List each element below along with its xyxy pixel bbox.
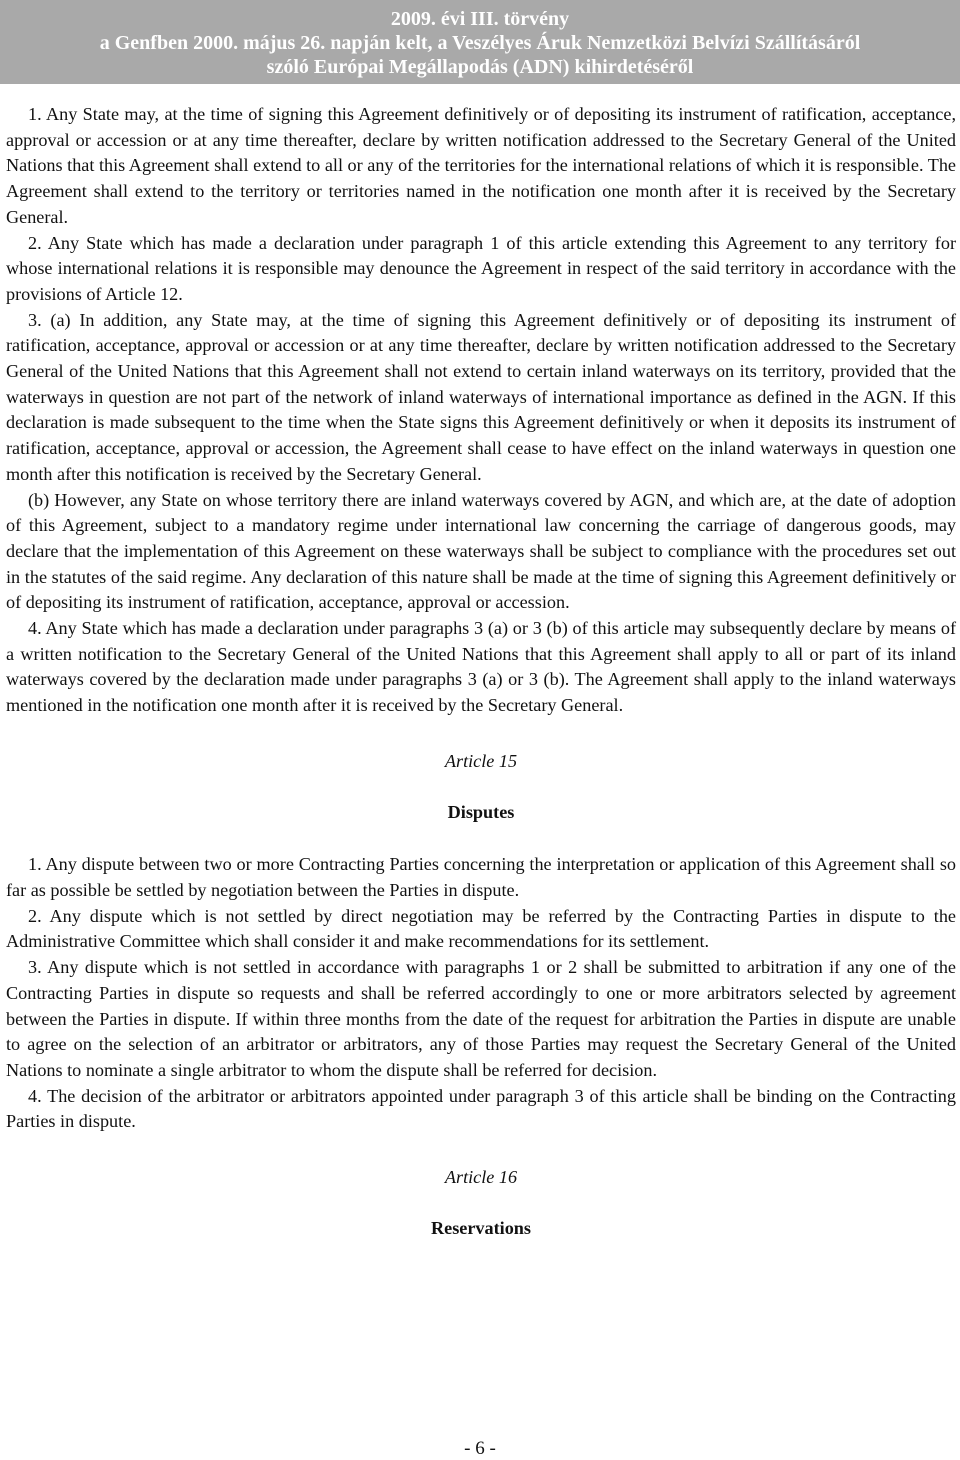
article14-paragraph-2: 2. Any State which has made a declaration under paragraph 1 of this article extending this Agreement to any territory for whose international relations it is responsible may denounce the Agreement in respect of the said territory in accordance with the provisions of Article 12. [6,232,956,304]
header-law-title: 2009. évi III. törvény [390,8,570,30]
page-number: - 6 - [464,1438,496,1459]
article14-paragraph-1: 1. Any State may, at the time of signing this Agreement definitively or of depositing its instrument of ratification, acceptance, approval or accession or at any time thereafter, declare by written notification addressed to the Secretary General of the United Nations that this Agreement shall extend to all or any of the territories for the international relations of which it is responsible. The Agreement shall extend to the territory or territories named in the notification one month after it is received by the Secretary General. [6,104,956,227]
article15-title: Disputes [447,801,515,822]
article16-title: Reservations [430,1217,531,1238]
article15-paragraph-4: 4. The decision of the arbitrator or arbitrators appointed under paragraph 3 of this article shall be binding on the Contracting Parties in dispute. [6,1085,956,1132]
article14-paragraph-3b: (b) However, any State on whose territory there are inland waterways covered by AGN, and which are, at the date of adoption of this Agreement, subject to a mandatory regime under international law concerning the carriage of dangerous goods, may declare that the implementation of this Agreement on these waterways shall be subject to compliance with the procedures set out in the statutes of the said regime. Any declaration of this nature shall be made at the time of signing this Agreement definitively or of depositing its instrument of ratification, acceptance, approval or accession. [6,489,956,613]
article14-paragraph-4: 4. Any State which has made a declaration under paragraphs 3 (a) or 3 (b) of this article may subsequently declare by means of a written notification to the Secretary General of the United Nations that this Agreement shall apply to all or part of its inland waterways covered by the declaration made under paragraphs 3 (a) or 3 (b). The Agreement shall apply to the inland waterways mentioned in the notification one month after it is received by the Secretary General. [6,618,956,716]
document-body [6,102,956,1241]
header-subtitle-line2: szóló Európai Megállapodás (ADN) kihirdetéséről [266,56,694,78]
article16-number: Article 16 [444,1167,518,1188]
article14-paragraph-3a: 3. (a) In addition, any State may, at the time of signing this Agreement definitively or of depositing its instrument of ratification, acceptance, approval or accession or at any time thereafter, declare by written notification addressed to the Secretary General of the United Nations that this Agreement shall not extend to certain inland waterways on its territory, provided that the waterways in question are not part of the network of inland waterways of international importance as defined in the AGN. If this declaration is made subsequent to the time when the State signs this Agreement definitively or when it deposits its instrument of ratification, acceptance, approval or accession, the Agreement shall cease to have effect on the inland waterways in question one month after this notification is received by the Secretary General. [6,309,956,484]
article15-number: Article 15 [444,750,518,771]
document-header [0,0,960,84]
header-subtitle-line1: a Genfben 2000. május 26. napján kelt, a Veszélyes Áruk Nemzetközi Belvízi Szállításáról [99,32,861,54]
article15-paragraph-1: 1. Any dispute between two or more Contracting Parties concerning the interpretation or application of this Agreement shall so far as possible be settled by negotiation between the Parties in dispute. [6,854,956,900]
article15-paragraph-2: 2. Any dispute which is not settled by direct negotiation may be referred by the Contracting Parties in dispute to the Administrative Committee which shall consider it and make recommendations for its settlement. [6,905,956,952]
article15-paragraph-3: 3. Any dispute which is not settled in accordance with paragraphs 1 or 2 shall be submitted to arbitration if any one of the Contracting Parties in dispute so requests and shall be referred accordingly to one or more arbitrators selected by agreement between the Parties in dispute. If within three months from the date of the request for arbitration the Parties in dispute are unable to agree on the selection of an arbitrator or arbitrators, any of those Parties may request the Secretary General of the United Nations to nominate a single arbitrator to whom the dispute shall be referred for decision. [6,957,956,1080]
